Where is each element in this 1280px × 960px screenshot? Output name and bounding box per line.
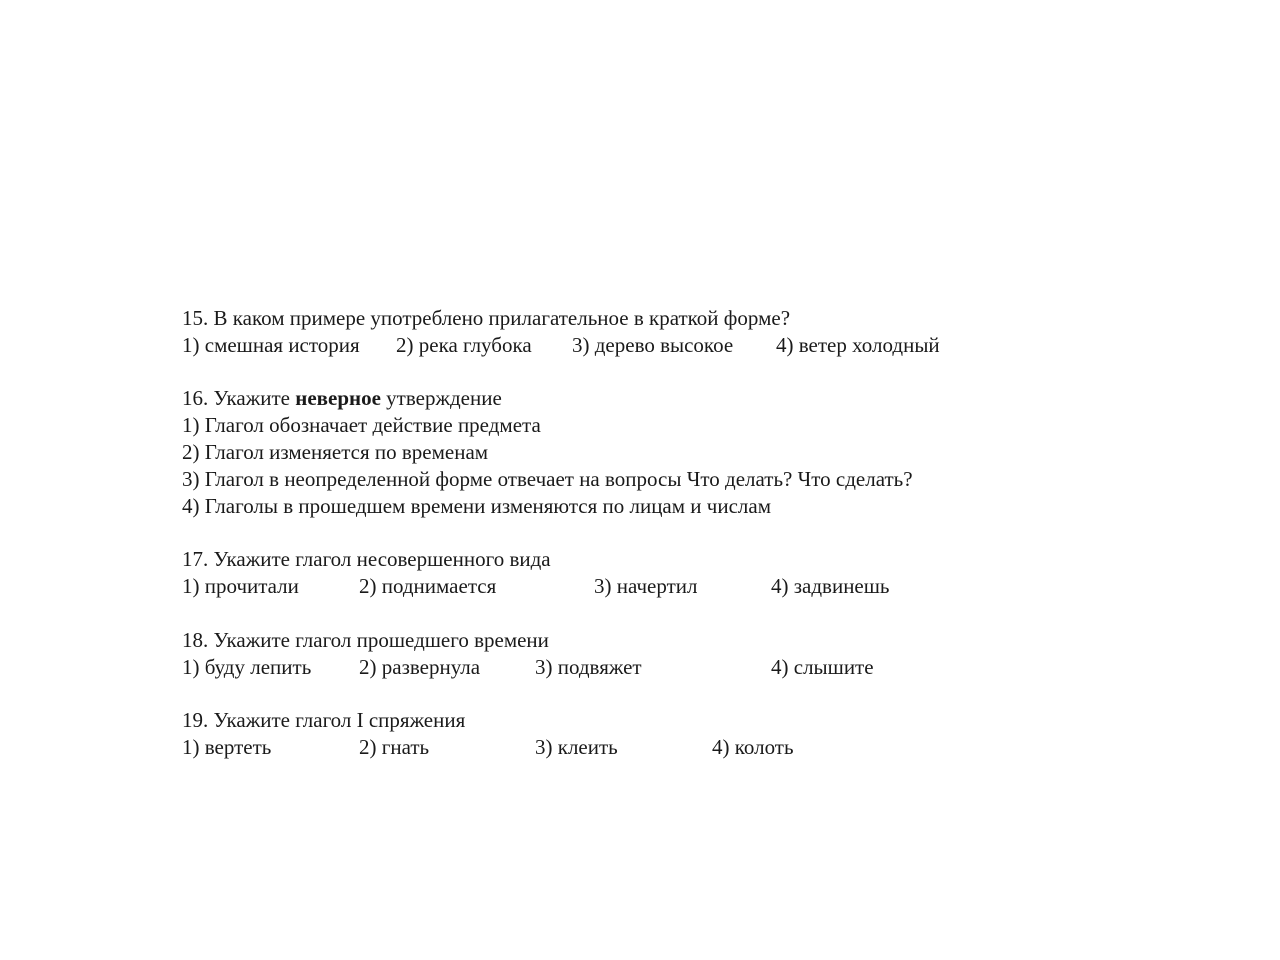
option-19-3: 3) клеить bbox=[535, 735, 618, 759]
option-18-4: 4) слышите bbox=[771, 655, 874, 679]
option-19-4: 4) колоть bbox=[712, 735, 794, 759]
question-16-prefix: 16. Укажите bbox=[182, 386, 296, 410]
option-16-2: 2) Глагол изменяется по временам bbox=[182, 440, 489, 464]
option-15-1: 1) смешная история bbox=[182, 333, 360, 357]
option-19-1: 1) вертеть bbox=[182, 735, 272, 759]
option-18-3: 3) подвяжет bbox=[535, 655, 642, 679]
option-15-2: 2) река глубока bbox=[396, 333, 532, 357]
question-19-options bbox=[182, 734, 1082, 761]
option-15-3: 3) дерево высокое bbox=[572, 333, 734, 357]
question-16 bbox=[182, 385, 502, 412]
question-16-suffix: утверждение bbox=[380, 386, 502, 410]
question-18: 18. Укажите глагол прошедшего времени bbox=[182, 628, 549, 652]
option-18-1: 1) буду лепить bbox=[182, 655, 312, 679]
question-17-options bbox=[182, 573, 1082, 600]
option-18-2: 2) развернула bbox=[359, 655, 481, 679]
option-15-4: 4) ветер холодный bbox=[776, 333, 940, 357]
question-17: 17. Укажите глагол несовершенного вида bbox=[182, 547, 551, 571]
question-16-bold: неверное bbox=[295, 386, 381, 410]
option-17-3: 3) начертил bbox=[594, 574, 698, 598]
option-16-3: 3) Глагол в неопределенной форме отвечает на вопросы Что делать? Что сделать? bbox=[182, 467, 913, 491]
option-17-2: 2) поднимается bbox=[359, 574, 497, 598]
option-17-1: 1) прочитали bbox=[182, 574, 299, 598]
option-16-1: 1) Глагол обозначает действие предмета bbox=[182, 413, 541, 437]
option-17-4: 4) задвинешь bbox=[771, 574, 890, 598]
option-19-2: 2) гнать bbox=[359, 735, 430, 759]
question-15-options bbox=[182, 332, 1082, 359]
question-19: 19. Укажите глагол I спряжения bbox=[182, 708, 466, 732]
option-16-4: 4) Глаголы в прошедшем времени изменяются по лицам и числам bbox=[182, 494, 771, 518]
question-18-options bbox=[182, 654, 1082, 681]
question-15: 15. В каком примере употреблено прилагательное в краткой форме? bbox=[182, 306, 791, 330]
